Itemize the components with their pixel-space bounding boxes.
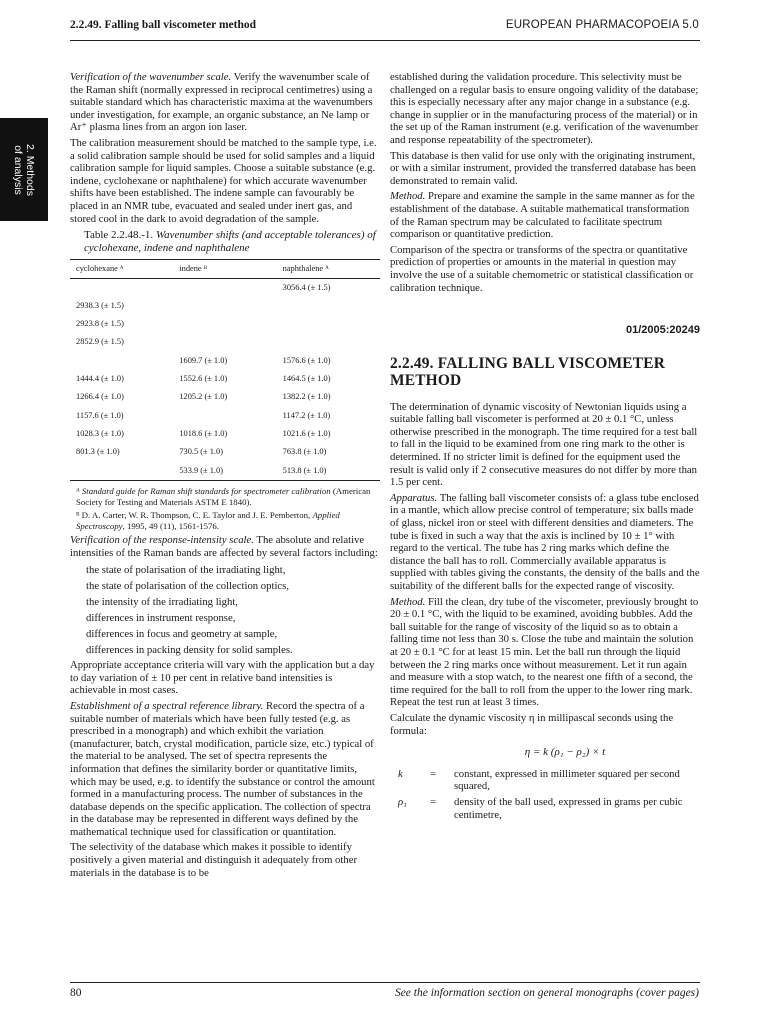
table-cell bbox=[173, 407, 276, 425]
reference-id: 01/2005:20249 bbox=[625, 324, 700, 337]
table-title: Wavenumber shifts (and acceptable tolerances) of cyclohexane, indene and naphthalene bbox=[84, 229, 376, 255]
table-row bbox=[70, 315, 380, 333]
apparatus-heading: Apparatus. bbox=[390, 491, 438, 504]
table-footnotes bbox=[76, 486, 380, 532]
table-cell: 1576.6 (± 1.0) bbox=[282, 355, 331, 365]
wavenumber-paragraph bbox=[70, 71, 380, 134]
page-number: 80 bbox=[70, 987, 82, 999]
list-item: differences in focus and geometry at sample, bbox=[86, 628, 278, 641]
table-cell: 1464.5 (± 1.0) bbox=[282, 374, 331, 384]
definition-equals: = bbox=[430, 795, 437, 808]
factor-list bbox=[86, 562, 380, 658]
table-cell: 1147.2 (± 1.0) bbox=[282, 410, 331, 420]
right-column bbox=[390, 71, 700, 824]
footnote-a-source: (American Society for Testing and Materials ASTM E 1840). bbox=[76, 485, 371, 507]
method-paragraph bbox=[390, 190, 700, 240]
continued-paragraph: established during the validation procedure. This selectivity must be challenged on a regular basis to ensure ongoing validity of the database; this is especially necessary after any major change in a substance (e.g. change in supplier or in the manufacturing process of the material) or in the set up of the Raman instrument (e.g. verification of the wavenumber and response repeatability of the spectrometer). bbox=[390, 71, 699, 146]
definition-rho1 bbox=[390, 796, 700, 821]
comparison-paragraph: Comparison of the spectra or transforms of the spectra or quantitative prediction of properties or amounts in the material in question may involve the use of a suitable chemometric or statistical classification or calibration technique. bbox=[390, 243, 694, 294]
table-cell: 2923.8 (± 1.5) bbox=[76, 319, 124, 329]
method-text: Prepare and examine the sample in the same manner as for the establishment of the database. A suitable mathematical transformation of the Raman spectrum may be calculated to facilitate spectrum comparison or quantitative prediction. bbox=[390, 190, 695, 241]
table-cell bbox=[173, 278, 276, 297]
table-cell bbox=[173, 315, 276, 333]
table-cell: 2852.9 (± 1.5) bbox=[76, 337, 124, 347]
table-row bbox=[70, 278, 380, 297]
wavenumber-heading: Verification of the wavenumber scale. bbox=[70, 71, 232, 83]
header-rule bbox=[70, 40, 700, 41]
table-cell: 1205.2 (± 1.0) bbox=[179, 392, 228, 402]
table-cell bbox=[277, 334, 380, 352]
table-caption bbox=[84, 229, 380, 255]
table-number: Table 2.2.48.-1. bbox=[84, 229, 154, 242]
definition-k bbox=[390, 768, 700, 793]
calculate-paragraph: Calculate the dynamic viscosity η in millipascal seconds using the formula: bbox=[390, 711, 674, 737]
method2-text: Fill the clean, dry tube of the viscometer, previously brought to 20 ± 0.1 °C, with the liquid to be examined, avoiding bubbles. Add the ball suitable for the range of viscosity of the liquid so as to obtain a falling time not less than 30 s. Close the tube and maintain the solution at 20 ± 0.1 °C for at least 15 min. Let the ball run through the liquid between the 2 ring marks once without measurement. Let it run again and measure with a stop watch, to the nearest one fifth of a second, the time required for the ball to roll from the upper to the lower ring mark. Repeat the test run at least 3 times. bbox=[390, 595, 699, 709]
definition-symbol: ρ₁ bbox=[398, 795, 407, 808]
side-tab bbox=[0, 118, 48, 221]
table-cell bbox=[173, 297, 276, 315]
table-cell bbox=[70, 278, 173, 297]
footnote-b bbox=[76, 510, 380, 532]
table-cell bbox=[70, 352, 173, 370]
library-text: Record the spectra of a suitable number of materials which have been fully tested (e.g. as prescribed in a monograph) and which exhibit the variation (manufacturer, batch, crystal modification, particle size, etc.) typical of the material to be analysed. The set of spectra represents the information that defines the similarity border or quantitative limits, which may be used, e.g. to identify the substance or control the amount formed in a manufacturing process. The number of substances in the database depends on the specific application. The collection of spectra in the database may be represented in different ways defined by the mathematical technique used for classification or quantitation. bbox=[70, 699, 375, 838]
table-row bbox=[70, 370, 380, 388]
footnote-a bbox=[76, 486, 380, 508]
definition-text: constant, expressed in millimeter squared per second squared, bbox=[454, 767, 680, 793]
calibration-paragraph: The calibration measurement should be matched to the sample type, i.e. a solid calibration sample should be used for solid samples and a liquid calibration sample for liquid samples. Choose a suitable substance (e.g. indene, cyclohexane or naphthalene) for which accurate wavenumber shifts have been established. The indene sample can favourably be placed in an NMR tube, evacuated and sealed under inert gas, and stored cool in the dark to avoid degradation of the sample. bbox=[70, 136, 377, 225]
table-cell: 1028.3 (± 1.0) bbox=[76, 428, 124, 438]
wavenumber-text: Verify the wavenumber scale of the Raman shift (normally expressed in reciprocal centimetres) using a suitable standard which has characteristic maxima at the wavenumbers under investigation, for example, an organic substance, an Ne lamp or Ar⁺ plasma lines from an argon ion laser. bbox=[70, 71, 373, 134]
library-heading: Establishment of a spectral reference library. bbox=[70, 699, 264, 712]
table-row bbox=[70, 334, 380, 352]
selectivity-paragraph: The selectivity of the database which makes it possible to identify positively a given material and distinguish it adequately from other materials in the database is to be bbox=[70, 841, 358, 879]
table-cell: 1018.6 (± 1.0) bbox=[179, 428, 228, 438]
method-heading: Method. bbox=[390, 190, 426, 203]
table-row bbox=[70, 389, 380, 407]
table-cell: 801.3 (± 1.0) bbox=[76, 447, 120, 457]
table-row bbox=[70, 462, 380, 481]
table-cell: 533.9 (± 1.0) bbox=[173, 462, 276, 481]
table-row bbox=[70, 425, 380, 443]
running-header-title: 2.2.49. Falling ball viscometer method bbox=[70, 19, 257, 31]
header-indene: indene ᴮ bbox=[173, 260, 276, 279]
list-item: differences in instrument response, bbox=[86, 612, 236, 625]
response-text: The absolute and relative intensities of the Raman bands are affected by several factors including: bbox=[70, 533, 378, 559]
method2-heading: Method. bbox=[390, 595, 426, 608]
response-heading: Verification of the response-intensity scale. bbox=[70, 533, 254, 546]
list-item: the state of polarisation of the collection optics, bbox=[86, 580, 290, 593]
footer-rule bbox=[70, 982, 700, 983]
footnote-b-authors: ᴮ D. A. Carter, W. R. Thompson, C. E. Taylor and J. E. Pemberton, bbox=[76, 509, 313, 520]
table-cell: 1021.6 (± 1.0) bbox=[282, 428, 331, 438]
table-cell bbox=[173, 334, 276, 352]
table-row bbox=[70, 297, 380, 315]
table-cell: 513.8 (± 1.0) bbox=[277, 462, 380, 481]
list-item: the state of polarisation of the irradiating light, bbox=[86, 564, 286, 577]
table-cell: 1382.2 (± 1.0) bbox=[282, 392, 331, 402]
footnote-b-citation: , 1995, 49 (11), 1561-1576. bbox=[122, 520, 220, 531]
table-cell: 1157.6 (± 1.0) bbox=[76, 410, 124, 420]
viscosity-formula: η = k (ρ₁ − ρ₂) × t bbox=[524, 746, 606, 759]
table-row bbox=[70, 352, 380, 370]
section-title: 2.2.49. FALLING BALL VISCOMETER METHOD bbox=[390, 354, 666, 390]
footnote-b-journal: Applied Spectroscopy bbox=[76, 509, 340, 531]
definition-text: density of the ball used, expressed in grams per cubic centimetre, bbox=[454, 795, 683, 821]
table-cell: 1444.4 (± 1.0) bbox=[76, 374, 124, 384]
database-paragraph: This database is then valid for use only with the originating instrument, or with a similar instrument, provided the transferred database has been demonstrated to remain valid. bbox=[390, 149, 696, 187]
table-cell bbox=[277, 315, 380, 333]
header-naphthalene: naphthalene ᴬ bbox=[277, 260, 380, 279]
list-item: differences in packing density for solid samples. bbox=[86, 644, 293, 657]
table-row bbox=[70, 443, 380, 461]
table-cell: 1266.4 (± 1.0) bbox=[76, 392, 124, 402]
response-paragraph bbox=[70, 534, 380, 559]
intro-paragraph: The determination of dynamic viscosity of Newtonian liquids using a suitable falling ball viscometer is performed at 20 ± 0.1 °C, unless otherwise prescribed in the monograph. The time required for a test ball to fall in the liquid to be examined from one ring mark to the other is determined. If no stricter limit is defined for the equipment used the result is valid only if 2 consecutive measures do not differ by more than 1.5 per cent. bbox=[390, 400, 698, 489]
apparatus-text: The falling ball viscometer consists of: a glass tube enclosed in a mantle, which allow precise control of temperature; six balls made of glass, nickel iron or steel with different densities and diameters. The tube is fixed in such a way that the axis is inclined by 10 ± 1° with regard to the vertical. The tube has 2 ring marks which define the distance the ball has to roll. Commercially available apparatus is supplied with tables giving the constants, the density of the balls and the suitability of the different balls for the expected range of viscosity. bbox=[390, 491, 700, 592]
table-cell bbox=[277, 297, 380, 315]
table-cell: 1609.7 (± 1.0) bbox=[179, 355, 228, 365]
header-cyclohexane: cyclohexane ᴬ bbox=[70, 260, 173, 279]
acceptance-paragraph: Appropriate acceptance criteria will vary with the application but a day to day variation of ± 10 per cent in relative band intensities is achievable in most cases. bbox=[70, 659, 375, 697]
list-item: the intensity of the irradiating light, bbox=[86, 596, 238, 609]
definition-symbol: k bbox=[398, 767, 403, 780]
apparatus-paragraph bbox=[390, 492, 700, 593]
table-cell: 2938.3 (± 1.5) bbox=[76, 300, 124, 310]
table-cell: 1552.6 (± 1.0) bbox=[179, 374, 228, 384]
table-header-row bbox=[70, 260, 380, 279]
library-paragraph bbox=[70, 700, 380, 839]
table-cell: 763.8 (± 1.0) bbox=[282, 447, 327, 457]
definition-equals: = bbox=[430, 767, 437, 780]
table-cell: 730.5 (± 1.0) bbox=[179, 447, 224, 457]
method2-paragraph bbox=[390, 596, 700, 709]
table-cell bbox=[70, 462, 173, 481]
left-column bbox=[70, 71, 380, 882]
footnote-a-title: ᴬ Standard guide for Raman shift standards for spectrometer calibration bbox=[76, 485, 331, 496]
table-cell: 3056.4 (± 1.5) bbox=[282, 282, 331, 292]
table-row bbox=[70, 407, 380, 425]
wavenumber-table bbox=[70, 259, 380, 481]
side-tab-label: 2. Methods of analysis bbox=[12, 143, 36, 196]
running-header-publication: EUROPEAN PHARMACOPOEIA 5.0 bbox=[505, 19, 699, 31]
footer-note: See the information section on general monographs (cover pages) bbox=[394, 987, 699, 999]
